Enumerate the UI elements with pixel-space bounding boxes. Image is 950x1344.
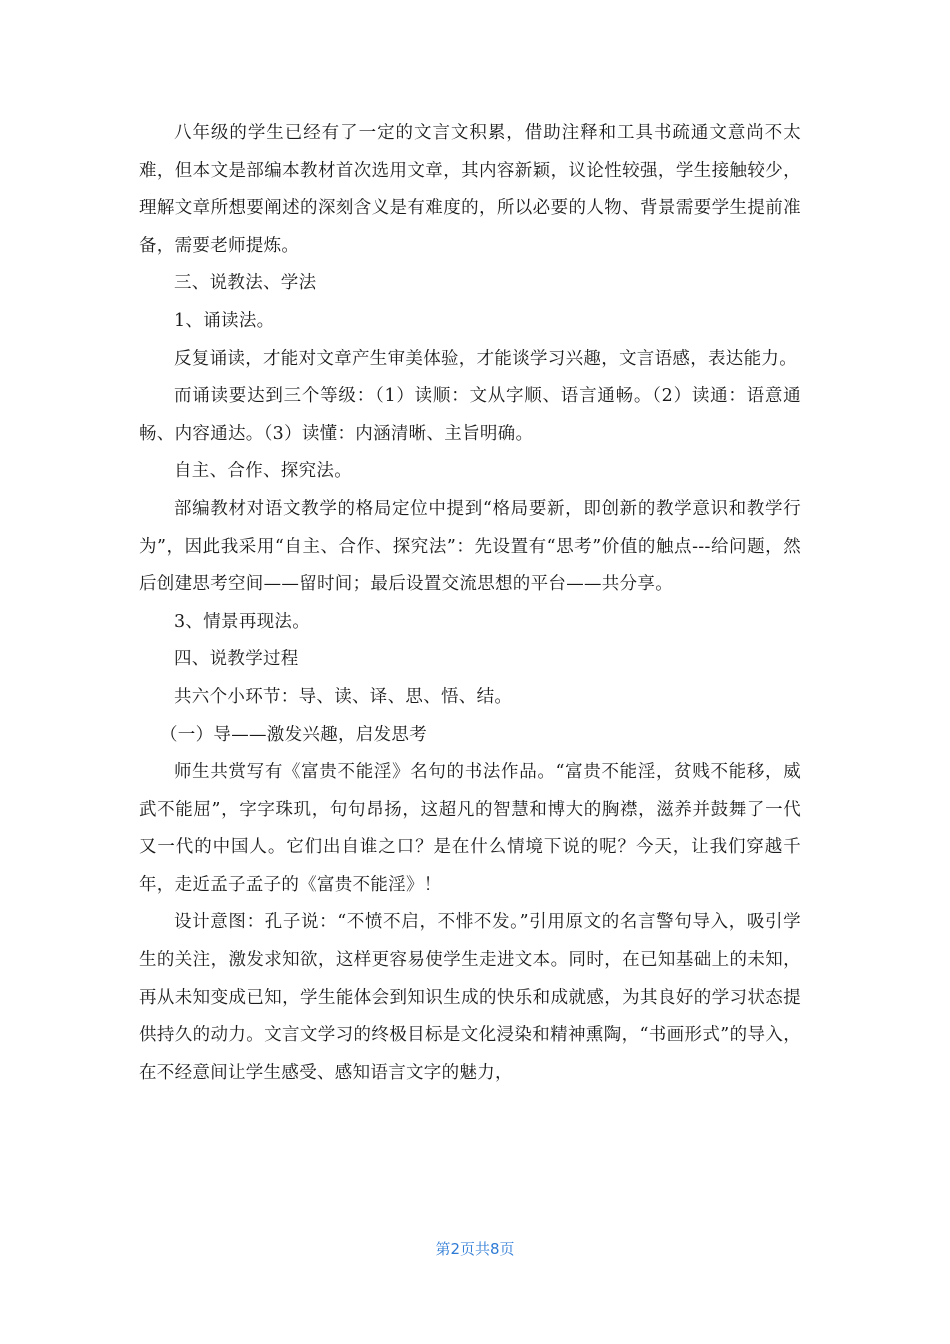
paragraph-calligraphy-intro: 师生共赏写有《富贵不能淫》名句的书法作品。“富贵不能淫，贫贱不能移，威武不能屈”，字字珠玑，句句昂扬，这超凡的智慧和博大的胸襟，滋养并鼓舞了一代又一代的中国人。它们出自谁之口？是在什么情境下说的呢？今天，让我们穿越千年，走近孟子孟子的《富贵不能淫》！	[139, 762, 801, 895]
paragraph-inquiry: 部编教材对语文教学的格局定位中提到“格局要新，即创新的教学意识和教学行为”，因此我采用“自主、合作、探究法”：先设置有“思考”价值的触点---给问题，然后创建思考空间——留时间；最后设置交流思想的平台——共分享。	[139, 498, 801, 595]
page-indicator: 第2页共8页	[435, 1240, 515, 1258]
heading-teaching-methods: 三、说教法、学法	[174, 273, 317, 294]
paragraph-recitation: 反复诵读，才能对文章产生审美体验，才能谈学习兴趣，文言语感，表达能力。	[174, 348, 797, 369]
paragraph-student-analysis: 八年级的学生已经有了一定的文言文积累，借助注释和工具书疏通文意尚不太难，但本文是部编本教材首次选用文章，其内容新颖，议论性较强，学生接触较少，理解文章所想要阐述的深刻含义是有难度的，所以必要的人物、背景需要学生提前准备，需要老师提炼。	[139, 123, 801, 256]
heading-step-one: （一）导——激发兴趣，启发思考	[160, 724, 427, 745]
heading-recitation-method: 1、诵读法。	[174, 310, 275, 331]
paragraph-six-steps: 共六个小环节：导、读、译、思、悟、结。	[174, 686, 513, 707]
paragraph-recitation-levels: 而诵读要达到三个等级：（1）读顺：文从字顺、语言通畅。（2）读通：语意通畅、内容通达。（3）读懂：内涵清晰、主旨明确。	[139, 386, 801, 444]
document-body	[139, 115, 801, 1092]
paragraph-design-intent: 设计意图：孔子说：“不愤不启，不悱不发。”引用原文的名言警句导入，吸引学生的关注，激发求知欲，这样更容易使学生走进文本。同时，在已知基础上的未知，再从未知变成已知，学生能体会到知识生成的快乐和成就感，为其良好的学习状态提供持久的动力。文言文学习的终极目标是文化浸染和精神熏陶，“书画形式”的导入，在不经意间让学生感受、感知语言文字的魅力，	[139, 912, 801, 1083]
heading-teaching-process: 四、说教学过程	[174, 649, 299, 670]
heading-scenario-method: 3、情景再现法。	[174, 611, 311, 632]
heading-inquiry-method: 自主、合作、探究法。	[174, 461, 352, 482]
